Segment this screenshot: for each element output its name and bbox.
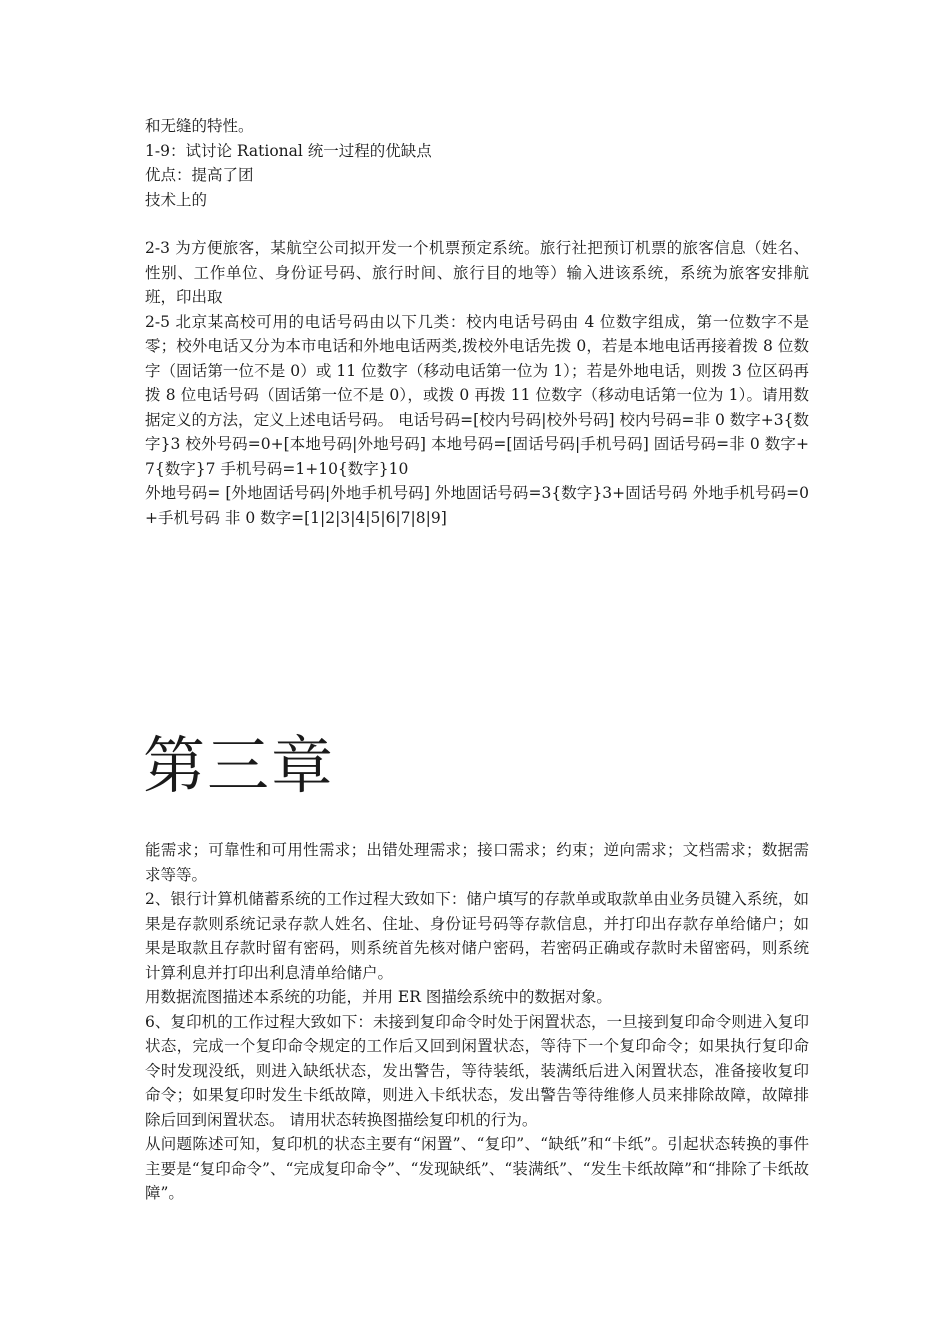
section-lower xyxy=(145,838,809,1206)
section-upper xyxy=(145,114,809,530)
paragraph-copier: 6、复印机的工作过程大致如下：未接到复印命令时处于闲置状态，一旦接到复印命令则进入复印状态，完成一个复印命令规定的工作后又回到闲置状态，等待下一个复印命令；如果执行复印命令时发现没纸，则进入缺纸状态，发出警告，等待装纸，装满纸后进入闲置状态，准备接收复印命令；如果复印时发生卡纸故障，则进入卡纸状态，发出警告等待维修人员来排除故障，故障排除后回到闲置状态。 请用状态转换图描绘复印机的行为。 xyxy=(145,1012,809,1129)
text-line: 和无缝的特性。 xyxy=(145,117,254,135)
paragraph-gap xyxy=(145,212,809,236)
paragraph-requirements: 能需求；可靠性和可用性需求；出错处理需求；接口需求；约束；逆向需求；文档需求；数据需求等等。 xyxy=(145,841,809,884)
paragraph-2-3: 2-3 为方便旅客，某航空公司拟开发一个机票预定系统。旅行社把预订机票的旅客信息（姓名、性别、工作单位、身份证号码、旅行时间、旅行目的地等）输入进该系统，系统为旅客安排航班，印出取 xyxy=(145,239,809,306)
text-line: 1-9：试讨论 Rational 统一过程的优缺点 xyxy=(145,141,432,160)
paragraph-phone-definitions: 外地号码= [外地固话号码|外地手机号码] 外地固话号码=3{数字}3+固话号码 外地手机号码=0+手机号码 非 0 数字=[1|2|3|4|5|6|7|8|9] xyxy=(145,484,809,527)
paragraph-bank-system: 2、银行计算机储蓄系统的工作过程大致如下：储户填写的存款单或取款单由业务员键入系统，如果是存款则系统记录存款人姓名、住址、身份证号码等存款信息，并打印出存款存单给储户；如果是取款且存款时留有密码，则系统首先核对储户密码，若密码正确或存款时未留密码，则系统计算利息并打印出利息清单给储户。 xyxy=(145,890,809,982)
paragraph-dfd-er: 用数据流图描述本系统的功能，并用 ER 图描绘系统中的数据对象。 xyxy=(145,988,612,1006)
text-line: 优点：提高了团 xyxy=(145,166,254,184)
paragraph-2-5: 2-5 北京某高校可用的电话号码由以下几类：校内电话号码由 4 位数字组成，第一位数字不是零；校外电话又分为本市电话和外地电话两类,拨校外电话先拨 0，若是本地电话再接着拨 8 位数字（固话第一位不是 0）或 11 位数字（移动电话第一位为 1）；若是外地电话，则拨 3 位区码再拨 8 位电话号码（固话第一位不是 0），或拨 0 再拨 11 位数字（移动电话第一位为 1）。请用数据定义的方法，定义上述电话号码。 电话号码=[校内号码|校外号码] 校内号码=非 0 数字+3{数字}3 校外号码=0+[本地号码|外地号码] 本地号码=[固话号码|手机号码] 固话号码=非 0 数字+7{数字}7 手机号码=1+10{数字}10 xyxy=(145,312,809,478)
text-line: 技术上的 xyxy=(145,190,208,209)
chapter-heading: 第三章 xyxy=(143,729,336,802)
paragraph-copier-states: 从问题陈述可知，复印机的状态主要有“闲置”、“复印”、“缺纸”和“卡纸”。引起状态转换的事件主要是“复印命令”、“完成复印命令”、“发现缺纸”、“装满纸”、“发生卡纸故障”和“排除了卡纸故障”。 xyxy=(145,1135,809,1202)
